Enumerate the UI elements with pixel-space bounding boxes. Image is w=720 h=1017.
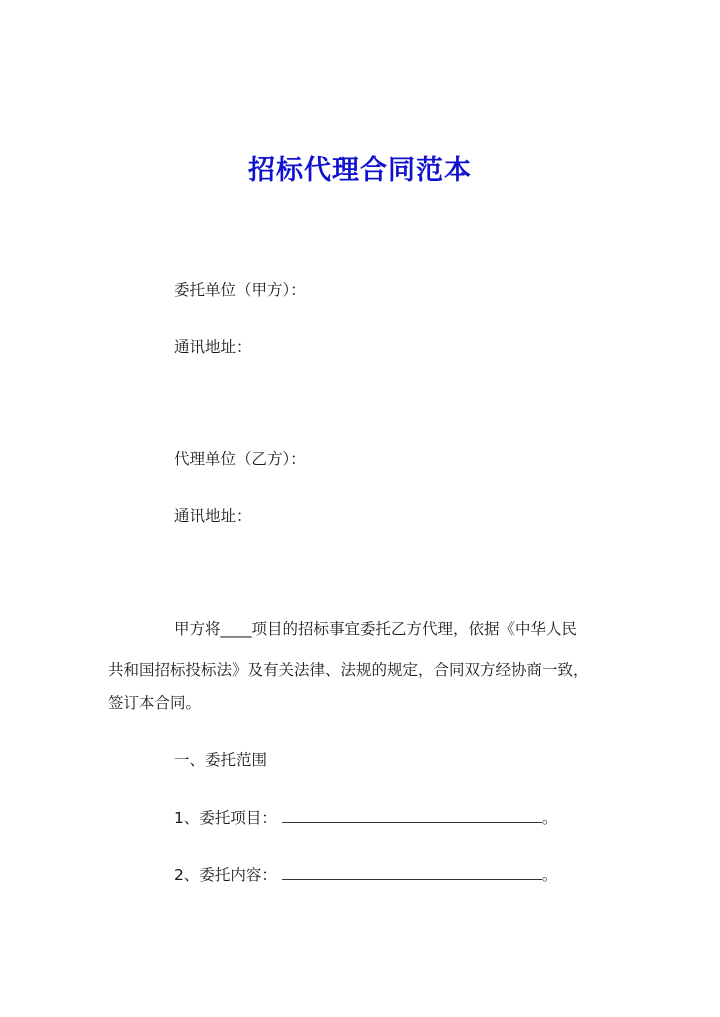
document-title: 招标代理合同范本	[248, 155, 472, 186]
intro-line-3: 签订本合同。	[108, 694, 202, 712]
intro-line-1	[174, 619, 577, 639]
section-1-heading: 一、委托范围	[174, 751, 268, 769]
section-1-item-2	[174, 865, 557, 885]
party-a-address-label: 通讯地址：	[174, 338, 252, 356]
intro-part1: 甲方将	[174, 620, 221, 638]
item-label: 1、委托项目：	[174, 809, 277, 827]
section-1-item-1	[174, 808, 557, 828]
party-b-label: 代理单位（乙方）：	[174, 450, 306, 468]
intro-part2: 项目的招标事宜委托乙方代理，依据《中华人民	[251, 620, 578, 638]
intro-line-2: 共和国招标投标法》及有关法律、法规的规定，合同双方经协商一致，	[108, 661, 589, 679]
fill-in-blank	[282, 865, 542, 880]
intro-blank: ____	[220, 620, 252, 638]
party-a-label: 委托单位（甲方）：	[174, 281, 306, 299]
party-b-address-label: 通讯地址：	[174, 507, 252, 525]
item-label: 2、委托内容：	[174, 866, 277, 884]
item-end: 。	[541, 866, 558, 884]
item-end: 。	[541, 809, 558, 827]
fill-in-blank	[282, 808, 542, 823]
